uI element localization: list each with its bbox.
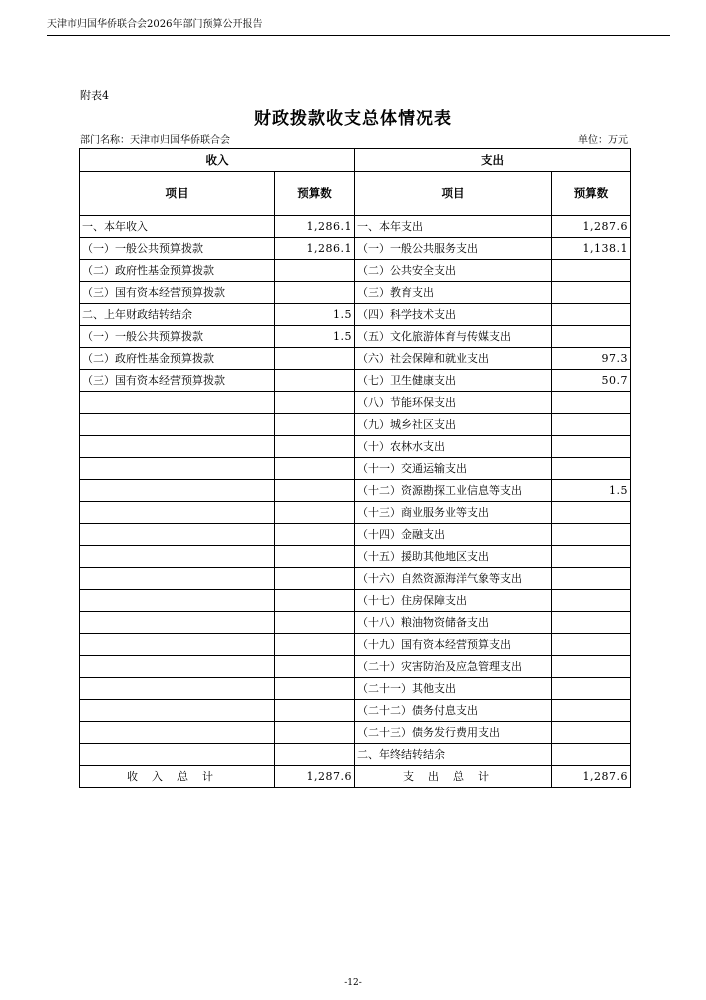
income-item-cell	[80, 568, 275, 590]
expense-value-cell	[552, 678, 631, 700]
income-value-cell	[275, 656, 355, 678]
expense-item-cell: （十四）金融支出	[355, 524, 552, 546]
expense-item-cell: （二十三）债务发行费用支出	[355, 722, 552, 744]
income-item-cell	[80, 546, 275, 568]
table-row	[80, 216, 631, 238]
expense-value-cell	[552, 612, 631, 634]
expense-item-cell: 二、年终结转结余	[355, 744, 552, 766]
expense-item-cell: （十一）交通运输支出	[355, 458, 552, 480]
income-value-cell	[275, 458, 355, 480]
expense-item-cell: （十八）粮油物资储备支出	[355, 612, 552, 634]
income-budget-header: 预算数	[275, 172, 355, 216]
expense-item-cell: （十六）自然资源海洋气象等支出	[355, 568, 552, 590]
income-value-cell	[275, 590, 355, 612]
expense-item-cell: （十）农林水支出	[355, 436, 552, 458]
income-value-cell	[275, 370, 355, 392]
income-item-header: 项目	[80, 172, 275, 216]
expense-value-cell	[552, 656, 631, 678]
table-row	[80, 348, 631, 370]
income-value-cell	[275, 634, 355, 656]
column-header-row	[80, 172, 631, 216]
income-item-cell	[80, 436, 275, 458]
expense-item-cell: （二十二）债务付息支出	[355, 700, 552, 722]
table-row	[80, 436, 631, 458]
income-item-cell	[80, 480, 275, 502]
table-row	[80, 744, 631, 766]
table-row	[80, 590, 631, 612]
income-value-cell	[275, 612, 355, 634]
table-row	[80, 414, 631, 436]
expense-item-cell: （六）社会保障和就业支出	[355, 348, 552, 370]
expense-value-cell	[552, 458, 631, 480]
expense-item-cell: （十七）住房保障支出	[355, 590, 552, 612]
income-value-cell	[275, 282, 355, 304]
expense-value-cell: 1,138.1	[552, 238, 631, 260]
expense-value-cell	[552, 546, 631, 568]
expense-value-cell	[552, 700, 631, 722]
income-item-cell	[80, 722, 275, 744]
table-row	[80, 326, 631, 348]
income-value-cell	[275, 436, 355, 458]
expense-value-cell: 50.7	[552, 370, 631, 392]
expense-item-cell: （二十一）其他支出	[355, 678, 552, 700]
income-value-cell	[275, 568, 355, 590]
income-item-cell	[80, 744, 275, 766]
table-row	[80, 392, 631, 414]
income-item-cell	[80, 524, 275, 546]
table-row	[80, 678, 631, 700]
expense-item-cell: （十三）商业服务业等支出	[355, 502, 552, 524]
totals-row	[80, 766, 631, 788]
income-item-cell: （一）一般公共预算拨款	[80, 238, 275, 260]
income-item-cell	[80, 612, 275, 634]
income-item-cell	[80, 700, 275, 722]
income-value-cell	[275, 392, 355, 414]
income-item-cell: （三）国有资本经营预算拨款	[80, 282, 275, 304]
income-item-cell: （二）政府性基金预算拨款	[80, 348, 275, 370]
expense-item-header: 项目	[355, 172, 552, 216]
table-row	[80, 480, 631, 502]
income-value-cell	[275, 480, 355, 502]
table-row	[80, 502, 631, 524]
income-value-cell	[275, 546, 355, 568]
income-item-cell	[80, 414, 275, 436]
expense-value-cell	[552, 260, 631, 282]
income-value-cell: 1.5	[275, 326, 355, 348]
income-value-cell	[275, 678, 355, 700]
table-row	[80, 260, 631, 282]
income-total-label: 收入总计	[80, 766, 275, 788]
expense-value-cell	[552, 744, 631, 766]
expense-value-cell	[552, 326, 631, 348]
income-value-cell	[275, 722, 355, 744]
expense-value-cell	[552, 590, 631, 612]
department-name: 部门名称：天津市归国华侨联合会	[80, 135, 230, 146]
page-title: 财政拨款收支总体情况表	[254, 109, 452, 129]
income-section-header: 收入	[80, 149, 355, 172]
expense-item-cell: （二十）灾害防治及应急管理支出	[355, 656, 552, 678]
income-item-cell	[80, 458, 275, 480]
fiscal-table	[79, 148, 631, 788]
table-body	[80, 149, 631, 788]
expense-item-cell: （一）一般公共服务支出	[355, 238, 552, 260]
income-value-cell: 1.5	[275, 304, 355, 326]
page-number: -12-	[344, 978, 362, 988]
income-value-cell: 1,286.1	[275, 216, 355, 238]
income-item-cell: （三）国有资本经营预算拨款	[80, 370, 275, 392]
expense-value-cell	[552, 436, 631, 458]
income-item-cell	[80, 634, 275, 656]
table-row	[80, 546, 631, 568]
expense-section-header: 支出	[355, 149, 631, 172]
table-row	[80, 238, 631, 260]
income-item-cell: 一、本年收入	[80, 216, 275, 238]
annex-label: 附表4	[80, 89, 109, 102]
expense-total-label: 支出总计	[355, 766, 552, 788]
table-row	[80, 370, 631, 392]
table-row	[80, 524, 631, 546]
expense-item-cell: （四）科学技术支出	[355, 304, 552, 326]
expense-value-cell	[552, 392, 631, 414]
income-value-cell	[275, 700, 355, 722]
income-item-cell: （一）一般公共预算拨款	[80, 326, 275, 348]
income-total-value: 1,287.6	[275, 766, 355, 788]
expense-item-cell: 一、本年支出	[355, 216, 552, 238]
income-value-cell	[275, 524, 355, 546]
expense-value-cell	[552, 722, 631, 744]
running-header: 天津市归国华侨联合会2026年部门预算公开报告	[47, 19, 263, 30]
expense-value-cell	[552, 502, 631, 524]
income-item-cell: （二）政府性基金预算拨款	[80, 260, 275, 282]
section-header-row	[80, 149, 631, 172]
expense-value-cell: 97.3	[552, 348, 631, 370]
table-row	[80, 568, 631, 590]
expense-item-cell: （十九）国有资本经营预算支出	[355, 634, 552, 656]
expense-item-cell: （七）卫生健康支出	[355, 370, 552, 392]
table-row	[80, 304, 631, 326]
income-value-cell	[275, 502, 355, 524]
expense-item-cell: （二）公共安全支出	[355, 260, 552, 282]
table-row	[80, 656, 631, 678]
expense-item-cell: （九）城乡社区支出	[355, 414, 552, 436]
table-row	[80, 458, 631, 480]
expense-value-cell	[552, 524, 631, 546]
expense-value-cell	[552, 568, 631, 590]
income-item-cell: 二、上年财政结转结余	[80, 304, 275, 326]
income-item-cell	[80, 656, 275, 678]
income-item-cell	[80, 392, 275, 414]
header-rule	[47, 35, 670, 36]
unit-label: 单位：万元	[578, 135, 628, 146]
income-value-cell	[275, 260, 355, 282]
expense-item-cell: （十五）援助其他地区支出	[355, 546, 552, 568]
expense-value-cell: 1,287.6	[552, 216, 631, 238]
income-item-cell	[80, 678, 275, 700]
income-item-cell	[80, 502, 275, 524]
table-row	[80, 634, 631, 656]
expense-item-cell: （八）节能环保支出	[355, 392, 552, 414]
expense-budget-header: 预算数	[552, 172, 631, 216]
table-row	[80, 722, 631, 744]
income-value-cell	[275, 744, 355, 766]
expense-total-value: 1,287.6	[552, 766, 631, 788]
expense-value-cell: 1.5	[552, 480, 631, 502]
income-item-cell	[80, 590, 275, 612]
income-value-cell	[275, 414, 355, 436]
income-value-cell	[275, 348, 355, 370]
expense-value-cell	[552, 414, 631, 436]
expense-value-cell	[552, 304, 631, 326]
income-value-cell: 1,286.1	[275, 238, 355, 260]
expense-item-cell: （三）教育支出	[355, 282, 552, 304]
expense-item-cell: （五）文化旅游体育与传媒支出	[355, 326, 552, 348]
expense-value-cell	[552, 282, 631, 304]
table-row	[80, 612, 631, 634]
table-row	[80, 282, 631, 304]
expense-value-cell	[552, 634, 631, 656]
expense-item-cell: （十二）资源勘探工业信息等支出	[355, 480, 552, 502]
table-row	[80, 700, 631, 722]
